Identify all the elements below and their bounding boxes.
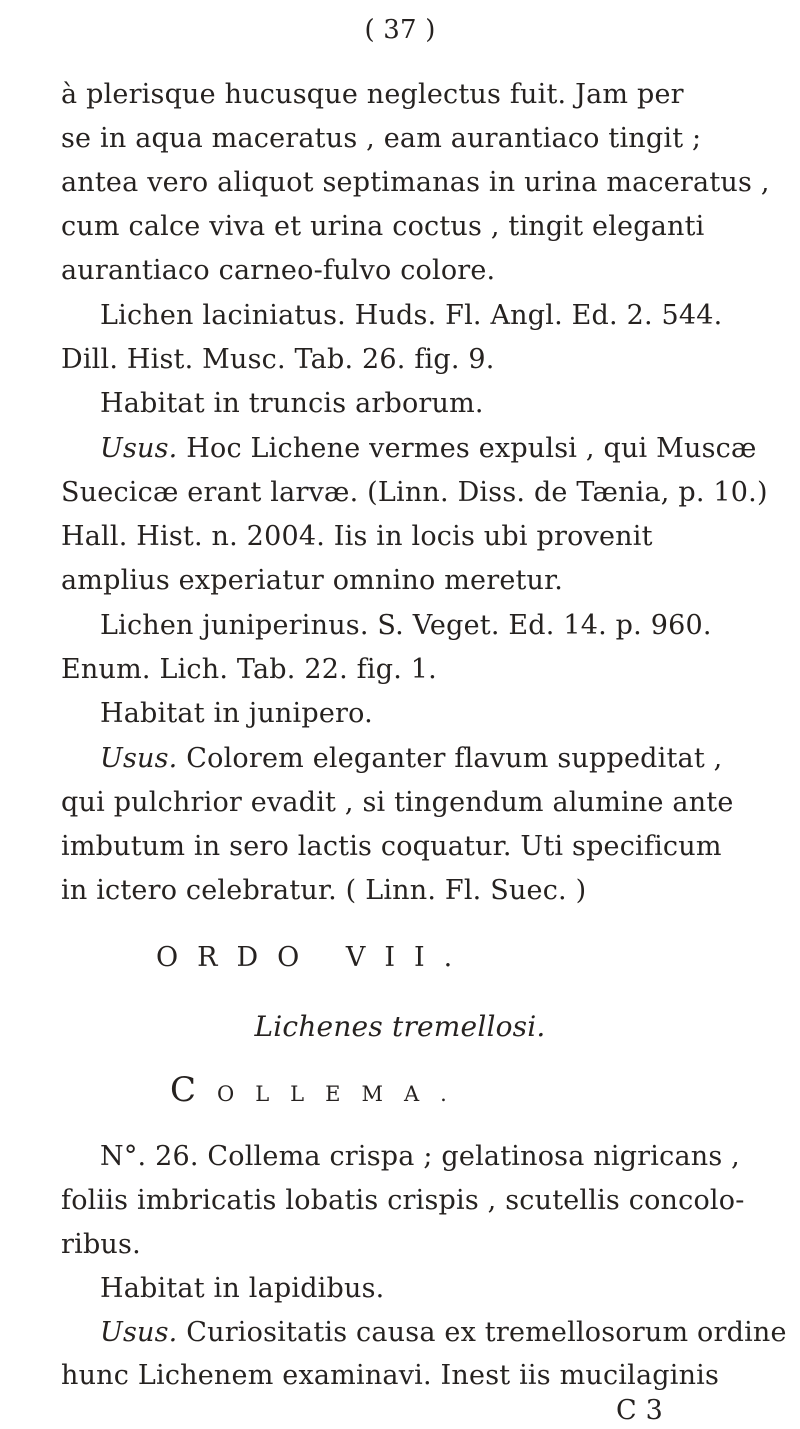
body-line: se in aqua maceratus , eam aurantiaco tingit ; xyxy=(61,123,702,154)
usus-paragraph-line xyxy=(100,741,722,777)
body-line: Enum. Lich. Tab. 22. fig. 1. xyxy=(61,654,437,685)
body-line: aurantiaco carneo-fulvo colore. xyxy=(61,255,496,286)
body-line: Habitat in junipero. xyxy=(100,698,373,729)
section-title: Lichenes tremellosi. xyxy=(254,1010,546,1043)
body-text: Hoc Lichene vermes expulsi , qui Muscæ xyxy=(186,433,757,464)
body-line: in ictero celebratur. ( Linn. Fl. Suec. ) xyxy=(61,875,587,906)
genus-heading xyxy=(170,1072,468,1112)
usus-label: Usus. xyxy=(100,743,178,774)
body-text: Curiositatis causa ex tremellosorum ordine xyxy=(186,1317,787,1348)
body-line: Dill. Hist. Musc. Tab. 26. fig. 9. xyxy=(61,344,495,375)
body-line: imbutum in sero lactis coquatur. Uti specificum xyxy=(61,831,722,862)
body-line: cum calce viva et urina coctus , tingit eleganti xyxy=(61,211,705,242)
entry-line: ribus. xyxy=(61,1229,141,1260)
body-text: Colorem eleganter flavum suppeditat , xyxy=(186,743,723,774)
signature-mark: C 3 xyxy=(616,1395,664,1426)
genus-initial: C xyxy=(170,1070,218,1110)
usus-paragraph-line xyxy=(100,431,757,467)
body-line: antea vero aliquot septimanas in urina maceratus , xyxy=(61,167,770,198)
usus-label: Usus. xyxy=(100,1317,178,1348)
usus-paragraph-line xyxy=(100,1315,787,1351)
entry-line: Habitat in lapidibus. xyxy=(100,1273,385,1304)
entry-line: N°. 26. Collema crispa ; gelatinosa nigricans , xyxy=(100,1141,740,1172)
genus-rest: OLLEMA. xyxy=(217,1082,468,1106)
entry-line: foliis imbricatis lobatis crispis , scutellis concolo- xyxy=(61,1185,745,1216)
body-line: qui pulchrior evadit , si tingendum alumine ante xyxy=(61,787,734,818)
body-line: Lichen laciniatus. Huds. Fl. Angl. Ed. 2. 544. xyxy=(100,300,723,331)
usus-label: Usus. xyxy=(100,433,178,464)
body-line: Habitat in truncis arborum. xyxy=(100,388,484,419)
ordo-heading: ORDO VII. xyxy=(156,942,472,973)
body-line: à plerisque hucusque neglectus fuit. Jam per xyxy=(61,79,684,110)
entry-line: hunc Lichenem examinavi. Inest iis mucilaginis xyxy=(61,1360,720,1391)
body-line: Lichen juniperinus. S. Veget. Ed. 14. p. 960. xyxy=(100,610,712,641)
body-line: Hall. Hist. n. 2004. Iis in locis ubi provenit xyxy=(61,521,653,552)
body-line: Suecicæ erant larvæ. (Linn. Diss. de Tænia, p. 10.) xyxy=(61,477,768,508)
page-number: ( 37 ) xyxy=(364,15,436,45)
body-line: amplius experiatur omnino meretur. xyxy=(61,565,564,596)
